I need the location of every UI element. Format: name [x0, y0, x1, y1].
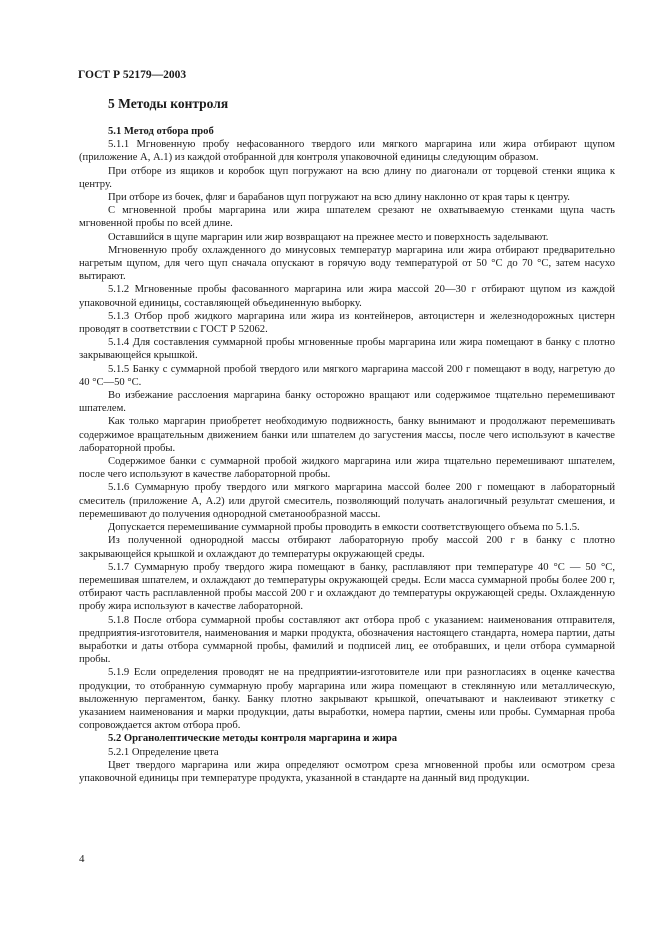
paragraph: Из полученной однородной массы отбирают лабораторную пробу массой 200 г в банку с плотно закрывающейся крышкой и охлаждают до температуры окружающей среды.	[79, 535, 615, 560]
subsection-heading: 5.2 Органолептические методы контроля маргарина и жира	[108, 733, 398, 745]
paragraph: 5.1.3 Отбор проб жидкого маргарина или жира из контейнеров, автоцистерн и железнодорожных цистерн проводят в соответствии с ГОСТ Р 52062.	[79, 310, 615, 336]
paragraph: 5.1.2 Мгновенные пробы фасованного маргарина или жира массой 20—30 г отбирают щупом из каждой упаковочной единицы, составляющей объединенную выборку.	[79, 284, 615, 309]
paragraph: Цвет твердого маргарина или жира определяют осмотром среза мгновенной пробы или осмотром среза упаковочной единицы при температуре продукта, указанной в стандарте на данный вид продукции.	[79, 759, 615, 784]
paragraph: 5.1.9 Если определения проводят не на предприятии-изготовителе или при разногласиях в оценке качества продукции, то отобранную суммарную пробу маргарина или жира помещают в стеклянную или металлическую, выложенную пергаментом, банку. Банку плотно закрывают крышкой, опечатывают и наклеивают этикетку с указанием наименования и марки продукции, даты выработки, номера партии, смены или пробы. Суммарная проба сопровождается актом отбора проб.	[79, 667, 615, 732]
paragraph: Во избежание расслоения маргарина банку осторожно вращают или содержимое тщательно перемешивают шпателем.	[79, 390, 615, 415]
document-body	[79, 125, 615, 785]
paragraph: 5.1.4 Для составления суммарной пробы мгновенные пробы маргарина или жира помещают в банку с плотно закрывающейся крышкой.	[79, 337, 615, 362]
paragraph: Допускается перемешивание суммарной пробы проводить в емкости соответствующего объема по 5.1.5.	[108, 522, 580, 534]
paragraph: 5.1.8 После отбора суммарной пробы составляют акт отбора проб с указанием: наименования отправителя, предприятия-изготовителя, наименования и марки продукта, обозначения настоящего стандарта, номера партии, даты выработки и даты отбора суммарной пробы, фамилий и подписей лиц, ее отобравших, и цели отбора суммарной пробы.	[79, 614, 615, 666]
paragraph: 5.1.5 Банку с суммарной пробой твердого или мягкого маргарина массой 200 г помещают в воду, нагретую до 40 °С—50 °С.	[79, 363, 615, 388]
paragraph: 5.1.6 Суммарную пробу твердого или мягкого маргарина массой более 200 г помещают в лабораторный смеситель (приложение А, А.2) или другой смеситель, позволяющий получать аналогичный результат смешения, и перемешивают до получения однородной сметанообразной массы.	[79, 482, 615, 520]
paragraph: 5.2.1 Определение цвета	[108, 746, 219, 758]
paragraph: Содержимое банки с суммарной пробой жидкого маргарина или жира тщательно перемешивают шпателем, после чего используют в качестве лабораторной пробы.	[79, 456, 615, 481]
paragraph: Мгновенную пробу охлажденного до минусовых температур маргарина или жира отбирают предварительно нагретым щупом, для чего щуп сначала опускают в горячую воду температурой от 50 °С до 70 °С, затем насухо вытирают.	[79, 244, 615, 283]
paragraph: Как только маргарин приобретет необходимую подвижность, банку вынимают и продолжают перемешивать содержимое вращательным движением банки или шпателем до загустения массы, после чего используют в качестве лабораторной пробы.	[79, 416, 615, 454]
page-number: 4	[79, 853, 85, 865]
paragraph: 5.1.7 Суммарную пробу твердого жира помещают в банку, расплавляют при температуре 40 °С — 50 °С, перемешивая шпателем, и охлаждают до температуры окружающей среды. Если масса суммарной пробы более 200 г, отбирают часть расплавленной пробы массой 200 г и охлаждают до температуры окружающей среды. Охлажденную пробу жира используют в качестве лабораторной.	[79, 561, 615, 613]
paragraph: При отборе из ящиков и коробок щуп погружают на всю длину по диагонали от торцевой стенки ящика к центру.	[79, 165, 615, 190]
subsection-heading: 5.1 Метод отбора проб	[108, 126, 214, 137]
paragraph: При отборе из бочек, фляг и барабанов щуп погружают на всю длину наклонно от края тары к центру.	[108, 192, 570, 204]
section-title: 5 Методы контроля	[108, 96, 229, 111]
paragraph: Оставшийся в щупе маргарин или жир возвращают на прежнее место и поверхность заделывают.	[108, 231, 549, 243]
document-header: ГОСТ Р 52179—2003	[78, 69, 187, 81]
paragraph: С мгновенной пробы маргарина или жира шпателем срезают не охватываемую стенками щупа часть мгновенной пробы по всей длине.	[79, 205, 615, 230]
paragraph: 5.1.1 Мгновенную пробу нефасованного твердого или мягкого маргарина или жира отбирают щупом (приложение А, А.1) из каждой отобранной для контроля упаковочной единицы следующим образом.	[79, 139, 615, 164]
